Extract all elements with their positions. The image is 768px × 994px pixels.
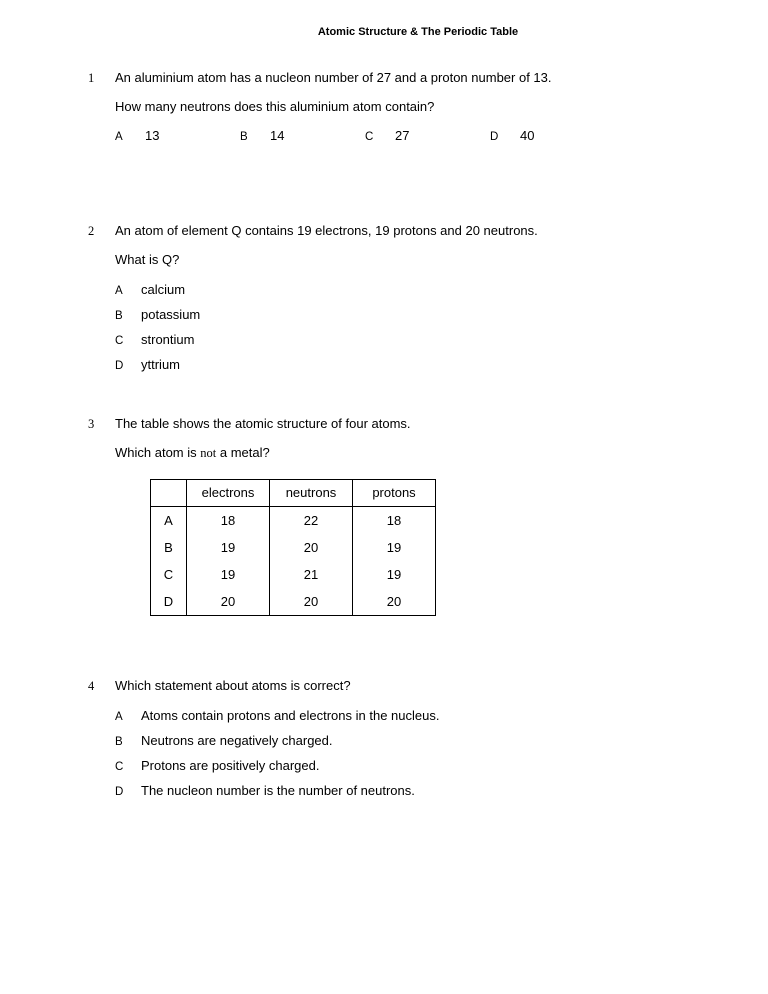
question-1-text-line1: An aluminium atom has a nucleon number of 27 and a proton number of 13. [115,70,552,85]
option-letter: B [240,131,248,143]
question-3-line2-emphasis: not [200,446,217,460]
option-letter: A [115,285,123,297]
question-2-number: 2 [88,224,95,238]
table-row-c [151,561,436,588]
question-1 [88,70,738,145]
table-cell: 18 [353,507,436,535]
question-1-text-line2: How many neutrons does this aluminium atom contain? [115,99,435,114]
table-corner-cell [151,480,187,507]
question-2 [88,223,738,373]
table-cell: 19 [187,534,270,561]
table-cell: 20 [270,534,353,561]
option-letter: C [115,761,124,773]
question-1-option-c [365,128,490,145]
option-text: 13 [145,128,160,143]
option-text: 40 [520,128,535,143]
question-4-option-c [115,758,738,774]
table-header-protons: protons [353,480,436,507]
document-title: Atomic Structure & The Periodic Table [317,26,519,38]
question-3-text-line2 [115,445,738,461]
table-cell: 20 [270,588,353,616]
table-cell: 19 [353,561,436,588]
table-header-neutrons: neutrons [270,480,353,507]
question-3 [88,416,738,616]
question-4-options [115,708,738,799]
question-4-number: 4 [88,679,95,693]
question-2-text-line1: An atom of element Q contains 19 electrons, 19 protons and 20 neutrons. [115,223,538,238]
question-2-text-line2: What is Q? [115,252,180,267]
table-cell: 19 [187,561,270,588]
option-letter: D [115,786,124,798]
question-1-option-a [115,128,240,145]
table-row-label: C [151,561,187,588]
option-text: potassium [141,307,201,322]
option-letter: B [115,736,123,748]
option-text: strontium [141,332,195,347]
table-cell: 22 [270,507,353,535]
question-4-text-line1: Which statement about atoms is correct? [115,678,351,693]
table-header-row [151,480,436,507]
option-letter: D [115,360,124,372]
atomic-structure-table [150,479,436,616]
question-1-number: 1 [88,71,95,85]
table-row-b [151,534,436,561]
question-1-option-b [240,128,365,145]
question-3-line2-suffix: a metal? [216,445,270,460]
option-letter: A [115,131,123,143]
option-text: calcium [141,282,186,297]
question-1-body [115,70,738,145]
table-cell: 20 [187,588,270,616]
question-4-option-a [115,708,738,724]
question-2-option-c [115,332,738,348]
table-row-a [151,507,436,535]
table-cell: 19 [353,534,436,561]
question-1-options [115,128,738,145]
option-text: The nucleon number is the number of neutrons. [141,783,415,798]
question-2-option-a [115,282,738,298]
table-cell: 21 [270,561,353,588]
option-letter: C [115,335,124,347]
table-row-label: A [151,507,187,535]
option-letter: B [115,310,123,322]
option-letter: A [115,711,123,723]
question-3-number: 3 [88,417,95,431]
question-2-option-b [115,307,738,323]
question-3-body [115,416,738,616]
option-text: Protons are positively charged. [141,758,320,773]
table-cell: 18 [187,507,270,535]
option-text: 27 [395,128,410,143]
table-header-electrons: electrons [187,480,270,507]
question-1-option-d [490,128,534,145]
option-text: 14 [270,128,285,143]
table-row-label: D [151,588,187,616]
question-4-option-b [115,733,738,749]
option-text: Neutrons are negatively charged. [141,733,333,748]
question-2-option-d [115,357,738,373]
table-row-label: B [151,534,187,561]
question-2-body [115,223,738,373]
table-cell: 20 [353,588,436,616]
option-letter: C [365,131,374,143]
option-text: Atoms contain protons and electrons in the nucleus. [141,708,440,723]
question-2-options [115,282,738,373]
question-4-body [115,678,738,799]
option-text: yttrium [141,357,180,372]
table-row-d [151,588,436,616]
question-4 [88,678,738,799]
question-3-text-line1: The table shows the atomic structure of four atoms. [115,416,411,431]
question-3-line2-prefix: Which atom is [115,445,201,460]
option-letter: D [490,131,499,143]
question-4-option-d [115,783,738,799]
